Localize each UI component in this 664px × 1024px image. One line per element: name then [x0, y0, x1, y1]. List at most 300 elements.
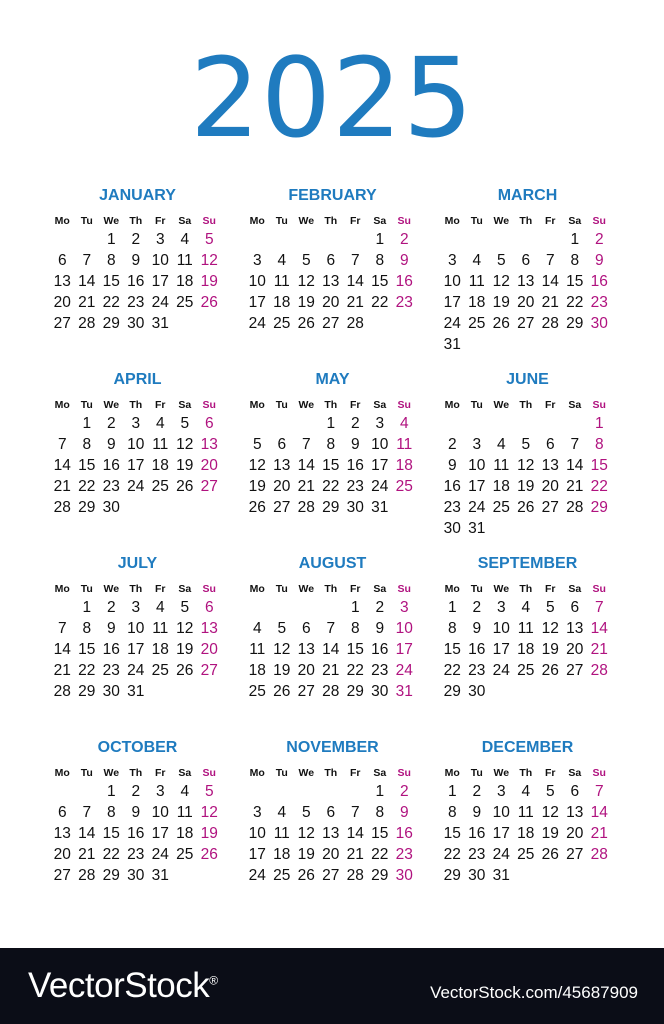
weekday-label: Fr [545, 583, 556, 595]
day-cell: 28 [53, 683, 71, 700]
weekday-header [50, 765, 225, 781]
day-cell: 13 [297, 641, 315, 658]
day-cell: 17 [492, 641, 510, 658]
day-cell [538, 865, 563, 886]
day-cell: 3 [252, 252, 262, 269]
week-row [50, 271, 225, 292]
day-cell: 9 [131, 252, 141, 269]
day-cell: 11 [517, 804, 534, 821]
week-row [245, 229, 420, 250]
day-cell: 29 [443, 683, 461, 700]
week-row [50, 802, 225, 823]
day-cell: 3 [496, 783, 506, 800]
day-cell: 14 [590, 804, 608, 821]
day-cell: 16 [102, 641, 120, 658]
day-cell: 15 [102, 825, 120, 842]
day-cell: 22 [322, 478, 340, 495]
day-cell: 8 [375, 252, 385, 269]
day-cell: 27 [297, 683, 315, 700]
weekday-label: Tu [275, 583, 288, 595]
day-cell: 18 [517, 825, 535, 842]
day-cell: 27 [53, 315, 71, 332]
day-cell: 5 [180, 599, 190, 616]
day-cell [538, 334, 563, 355]
day-cell: 7 [350, 252, 360, 269]
day-cell: 18 [395, 457, 413, 474]
day-cell: 19 [200, 273, 218, 290]
day-cell: 25 [176, 846, 194, 863]
day-cell: 22 [566, 294, 584, 311]
day-cell: 2 [106, 415, 116, 432]
day-cell: 3 [375, 415, 385, 432]
weekday-label: Th [519, 215, 533, 227]
day-cell: 9 [399, 252, 409, 269]
day-cell: 13 [566, 620, 584, 637]
day-cell [173, 313, 198, 334]
day-cell: 27 [200, 478, 218, 495]
day-cell: 19 [176, 641, 194, 658]
day-cell [563, 518, 588, 539]
week-row [50, 865, 225, 886]
day-cell: 21 [346, 846, 364, 863]
weekday-header [440, 765, 615, 781]
weekday-label: Mo [54, 399, 70, 411]
day-cell: 19 [273, 662, 291, 679]
day-cell: 10 [492, 620, 510, 637]
day-cell: 6 [545, 436, 555, 453]
day-cell: 29 [590, 499, 608, 516]
day-cell [50, 229, 75, 250]
day-cell [392, 497, 417, 518]
week-row [50, 823, 225, 844]
day-cell [587, 681, 612, 702]
day-cell: 1 [594, 415, 604, 432]
day-cell: 10 [151, 252, 169, 269]
day-cell: 3 [252, 804, 262, 821]
day-cell: 25 [517, 846, 535, 863]
week-row [440, 250, 615, 271]
day-cell: 2 [375, 599, 385, 616]
day-cell: 11 [176, 804, 193, 821]
day-cell: 25 [273, 867, 291, 884]
day-cell: 31 [151, 867, 169, 884]
day-cell: 20 [541, 478, 559, 495]
day-cell [563, 413, 588, 434]
day-cell: 16 [371, 641, 389, 658]
week-row [440, 476, 615, 497]
day-cell: 25 [248, 683, 266, 700]
weekday-label: Fr [545, 215, 556, 227]
day-cell: 18 [273, 294, 291, 311]
day-cell: 20 [297, 662, 315, 679]
weekday-header [245, 765, 420, 781]
day-cell: 31 [443, 336, 461, 353]
day-cell [489, 229, 514, 250]
day-cell [245, 229, 270, 250]
day-cell: 5 [545, 783, 555, 800]
day-cell: 18 [273, 846, 291, 863]
day-cell: 22 [102, 846, 120, 863]
weekday-label: Mo [444, 583, 460, 595]
day-cell: 11 [273, 825, 290, 842]
weekday-label: Th [519, 583, 533, 595]
day-cell [489, 334, 514, 355]
day-cell [514, 334, 539, 355]
day-cell: 12 [200, 804, 218, 821]
day-cell: 23 [468, 846, 486, 863]
month-name: JUNE [506, 371, 549, 388]
day-cell: 16 [443, 478, 461, 495]
day-cell: 30 [468, 683, 486, 700]
day-cell: 9 [350, 436, 360, 453]
day-cell: 15 [590, 457, 608, 474]
day-cell: 18 [517, 641, 535, 658]
day-cell: 14 [566, 457, 584, 474]
weekday-label: Tu [80, 767, 93, 779]
day-cell: 12 [492, 273, 510, 290]
weekday-label: Th [129, 399, 143, 411]
day-cell: 10 [371, 436, 389, 453]
day-cell: 7 [57, 620, 67, 637]
day-cell: 17 [151, 273, 169, 290]
day-cell: 14 [53, 457, 71, 474]
day-cell: 30 [395, 867, 413, 884]
day-cell: 10 [248, 825, 266, 842]
day-cell: 7 [82, 252, 92, 269]
day-cell: 13 [200, 620, 218, 637]
day-cell: 12 [297, 273, 315, 290]
week-row [50, 639, 225, 660]
month-name: NOVEMBER [286, 739, 379, 756]
day-cell [538, 413, 563, 434]
week-row [50, 292, 225, 313]
weekday-label: Tu [80, 215, 93, 227]
week-row [245, 660, 420, 681]
day-cell: 21 [297, 478, 315, 495]
day-cell: 23 [127, 294, 145, 311]
week-row [50, 413, 225, 434]
day-cell: 24 [492, 662, 510, 679]
day-cell: 18 [151, 457, 169, 474]
day-cell: 25 [151, 478, 169, 495]
day-cell: 6 [57, 804, 67, 821]
day-cell: 6 [204, 599, 214, 616]
day-cell: 10 [468, 457, 486, 474]
day-cell [197, 313, 222, 334]
day-cell: 2 [399, 783, 409, 800]
day-cell: 1 [106, 231, 116, 248]
month-name: MAY [315, 371, 350, 388]
day-cell: 31 [395, 683, 413, 700]
day-cell: 16 [590, 273, 608, 290]
month-december [440, 738, 615, 886]
day-cell: 14 [346, 825, 364, 842]
day-cell: 31 [127, 683, 145, 700]
month-may [245, 370, 420, 518]
day-cell: 26 [200, 294, 218, 311]
day-cell: 17 [248, 846, 266, 863]
day-cell [587, 334, 612, 355]
day-cell [514, 518, 539, 539]
day-cell: 4 [180, 783, 190, 800]
week-row [245, 313, 420, 334]
day-cell: 12 [541, 620, 559, 637]
day-cell: 19 [248, 478, 266, 495]
day-cell: 6 [521, 252, 531, 269]
day-cell: 7 [570, 436, 580, 453]
week-row [440, 681, 615, 702]
day-cell: 26 [200, 846, 218, 863]
day-cell [465, 334, 490, 355]
weekday-label: We [493, 583, 510, 595]
day-cell: 5 [301, 804, 311, 821]
weekday-label: Su [202, 399, 216, 411]
day-cell: 10 [395, 620, 413, 637]
day-cell [465, 229, 490, 250]
day-cell: 11 [152, 436, 169, 453]
day-cell: 21 [78, 846, 96, 863]
day-cell: 13 [517, 273, 535, 290]
day-cell: 1 [350, 599, 360, 616]
day-cell: 24 [248, 315, 266, 332]
day-cell: 14 [53, 641, 71, 658]
day-cell: 28 [566, 499, 584, 516]
day-cell [270, 781, 295, 802]
week-row [50, 618, 225, 639]
day-cell: 22 [443, 846, 461, 863]
day-cell: 14 [541, 273, 559, 290]
day-cell: 24 [127, 662, 145, 679]
weekday-header [440, 213, 615, 229]
day-cell: 16 [468, 641, 486, 658]
weekday-label: Tu [275, 399, 288, 411]
day-cell [197, 865, 222, 886]
day-cell [538, 681, 563, 702]
day-cell: 29 [102, 315, 120, 332]
day-cell: 13 [322, 273, 340, 290]
week-row [440, 313, 615, 334]
day-cell: 17 [151, 825, 169, 842]
day-cell [514, 229, 539, 250]
week-row [440, 639, 615, 660]
day-cell: 4 [521, 599, 531, 616]
day-cell: 20 [200, 641, 218, 658]
day-cell: 23 [371, 662, 389, 679]
day-cell: 28 [346, 867, 364, 884]
day-cell: 8 [375, 804, 385, 821]
day-cell: 25 [151, 662, 169, 679]
day-cell: 29 [566, 315, 584, 332]
day-cell: 7 [545, 252, 555, 269]
week-row [50, 250, 225, 271]
day-cell: 16 [395, 825, 413, 842]
weekday-label: Fr [350, 583, 361, 595]
day-cell: 28 [541, 315, 559, 332]
weekday-label: Sa [178, 399, 192, 411]
day-cell: 5 [277, 620, 287, 637]
weekday-label: Tu [470, 583, 483, 595]
week-row [245, 455, 420, 476]
day-cell: 7 [326, 620, 336, 637]
day-cell: 15 [346, 641, 364, 658]
week-row [50, 681, 225, 702]
day-cell: 30 [127, 867, 145, 884]
day-cell: 12 [200, 252, 218, 269]
day-cell: 28 [78, 867, 96, 884]
day-cell: 13 [273, 457, 291, 474]
day-cell [514, 681, 539, 702]
week-row [50, 597, 225, 618]
day-cell [587, 865, 612, 886]
month-name: JULY [117, 555, 158, 572]
day-cell: 3 [472, 436, 482, 453]
day-cell: 2 [594, 231, 604, 248]
day-cell: 26 [248, 499, 266, 516]
weekday-label: Mo [54, 583, 70, 595]
day-cell: 21 [566, 478, 584, 495]
day-cell [245, 413, 270, 434]
day-cell: 12 [517, 457, 535, 474]
day-cell: 24 [151, 294, 169, 311]
day-cell: 20 [273, 478, 291, 495]
day-cell: 23 [102, 662, 120, 679]
week-row [245, 681, 420, 702]
day-cell: 3 [155, 231, 165, 248]
day-cell [343, 229, 368, 250]
day-cell: 14 [78, 273, 96, 290]
week-row [245, 413, 420, 434]
day-cell: 22 [371, 294, 389, 311]
day-cell: 13 [541, 457, 559, 474]
day-cell: 12 [176, 436, 194, 453]
weekday-label: Su [397, 399, 411, 411]
weekday-label: Su [592, 215, 606, 227]
weekday-label: Mo [444, 399, 460, 411]
day-cell: 31 [371, 499, 389, 516]
week-row [440, 497, 615, 518]
day-cell: 30 [346, 499, 364, 516]
weekday-label: Tu [470, 399, 483, 411]
day-cell: 11 [468, 273, 485, 290]
weekday-label: We [493, 215, 510, 227]
weekday-label: Sa [373, 399, 387, 411]
weekday-label: Fr [350, 215, 361, 227]
weekday-label: Mo [54, 215, 70, 227]
weekday-label: Tu [470, 215, 483, 227]
day-cell: 27 [273, 499, 291, 516]
weekday-label: Sa [178, 215, 192, 227]
day-cell [489, 518, 514, 539]
week-row [50, 844, 225, 865]
day-cell [319, 229, 344, 250]
day-cell: 18 [176, 273, 194, 290]
week-row [245, 639, 420, 660]
day-cell: 19 [517, 478, 535, 495]
day-cell: 21 [78, 294, 96, 311]
weekday-header [440, 581, 615, 597]
day-cell: 28 [346, 315, 364, 332]
day-cell: 21 [590, 641, 608, 658]
day-cell [514, 865, 539, 886]
day-cell: 8 [350, 620, 360, 637]
weekday-label: Tu [275, 215, 288, 227]
month-august [245, 554, 420, 702]
day-cell: 29 [371, 867, 389, 884]
day-cell [538, 518, 563, 539]
day-cell: 17 [395, 641, 413, 658]
day-cell: 3 [155, 783, 165, 800]
day-cell: 17 [468, 478, 486, 495]
day-cell: 26 [176, 662, 194, 679]
day-cell: 3 [131, 599, 141, 616]
day-cell: 10 [248, 273, 266, 290]
day-cell [563, 681, 588, 702]
weekday-label: Fr [545, 399, 556, 411]
day-cell [50, 597, 75, 618]
day-cell: 9 [472, 620, 482, 637]
weekday-label: Su [202, 215, 216, 227]
day-cell: 4 [277, 252, 287, 269]
weekday-label: Th [519, 399, 533, 411]
day-cell: 5 [204, 783, 214, 800]
weekday-header [50, 397, 225, 413]
weekday-label: We [298, 583, 315, 595]
weekday-label: Sa [373, 215, 387, 227]
day-cell: 4 [252, 620, 262, 637]
day-cell: 20 [517, 294, 535, 311]
day-cell: 2 [447, 436, 457, 453]
day-cell: 19 [176, 457, 194, 474]
day-cell: 6 [326, 252, 336, 269]
week-row [245, 476, 420, 497]
day-cell: 17 [371, 457, 389, 474]
day-cell: 11 [273, 273, 290, 290]
weekday-label: Sa [568, 583, 582, 595]
day-cell: 14 [590, 620, 608, 637]
day-cell: 26 [492, 315, 510, 332]
day-cell: 29 [322, 499, 340, 516]
day-cell: 5 [252, 436, 262, 453]
day-cell: 5 [204, 231, 214, 248]
day-cell: 13 [53, 825, 71, 842]
day-cell: 8 [447, 620, 457, 637]
day-cell: 8 [82, 620, 92, 637]
day-cell: 19 [492, 294, 510, 311]
day-cell: 20 [200, 457, 218, 474]
day-cell: 12 [248, 457, 266, 474]
weekday-label: Su [592, 399, 606, 411]
day-cell [197, 681, 222, 702]
day-cell: 30 [590, 315, 608, 332]
weekday-header [50, 213, 225, 229]
week-row [440, 844, 615, 865]
weekday-label: Th [324, 583, 338, 595]
week-row [245, 497, 420, 518]
day-cell: 29 [78, 683, 96, 700]
day-cell [173, 865, 198, 886]
month-january [50, 186, 225, 334]
week-row [245, 781, 420, 802]
day-cell [245, 597, 270, 618]
weekday-header [50, 581, 225, 597]
week-row [50, 313, 225, 334]
day-cell: 28 [297, 499, 315, 516]
day-cell: 8 [82, 436, 92, 453]
weekday-label: Fr [350, 767, 361, 779]
day-cell: 19 [297, 294, 315, 311]
weekday-label: Mo [444, 767, 460, 779]
day-cell: 1 [375, 783, 385, 800]
